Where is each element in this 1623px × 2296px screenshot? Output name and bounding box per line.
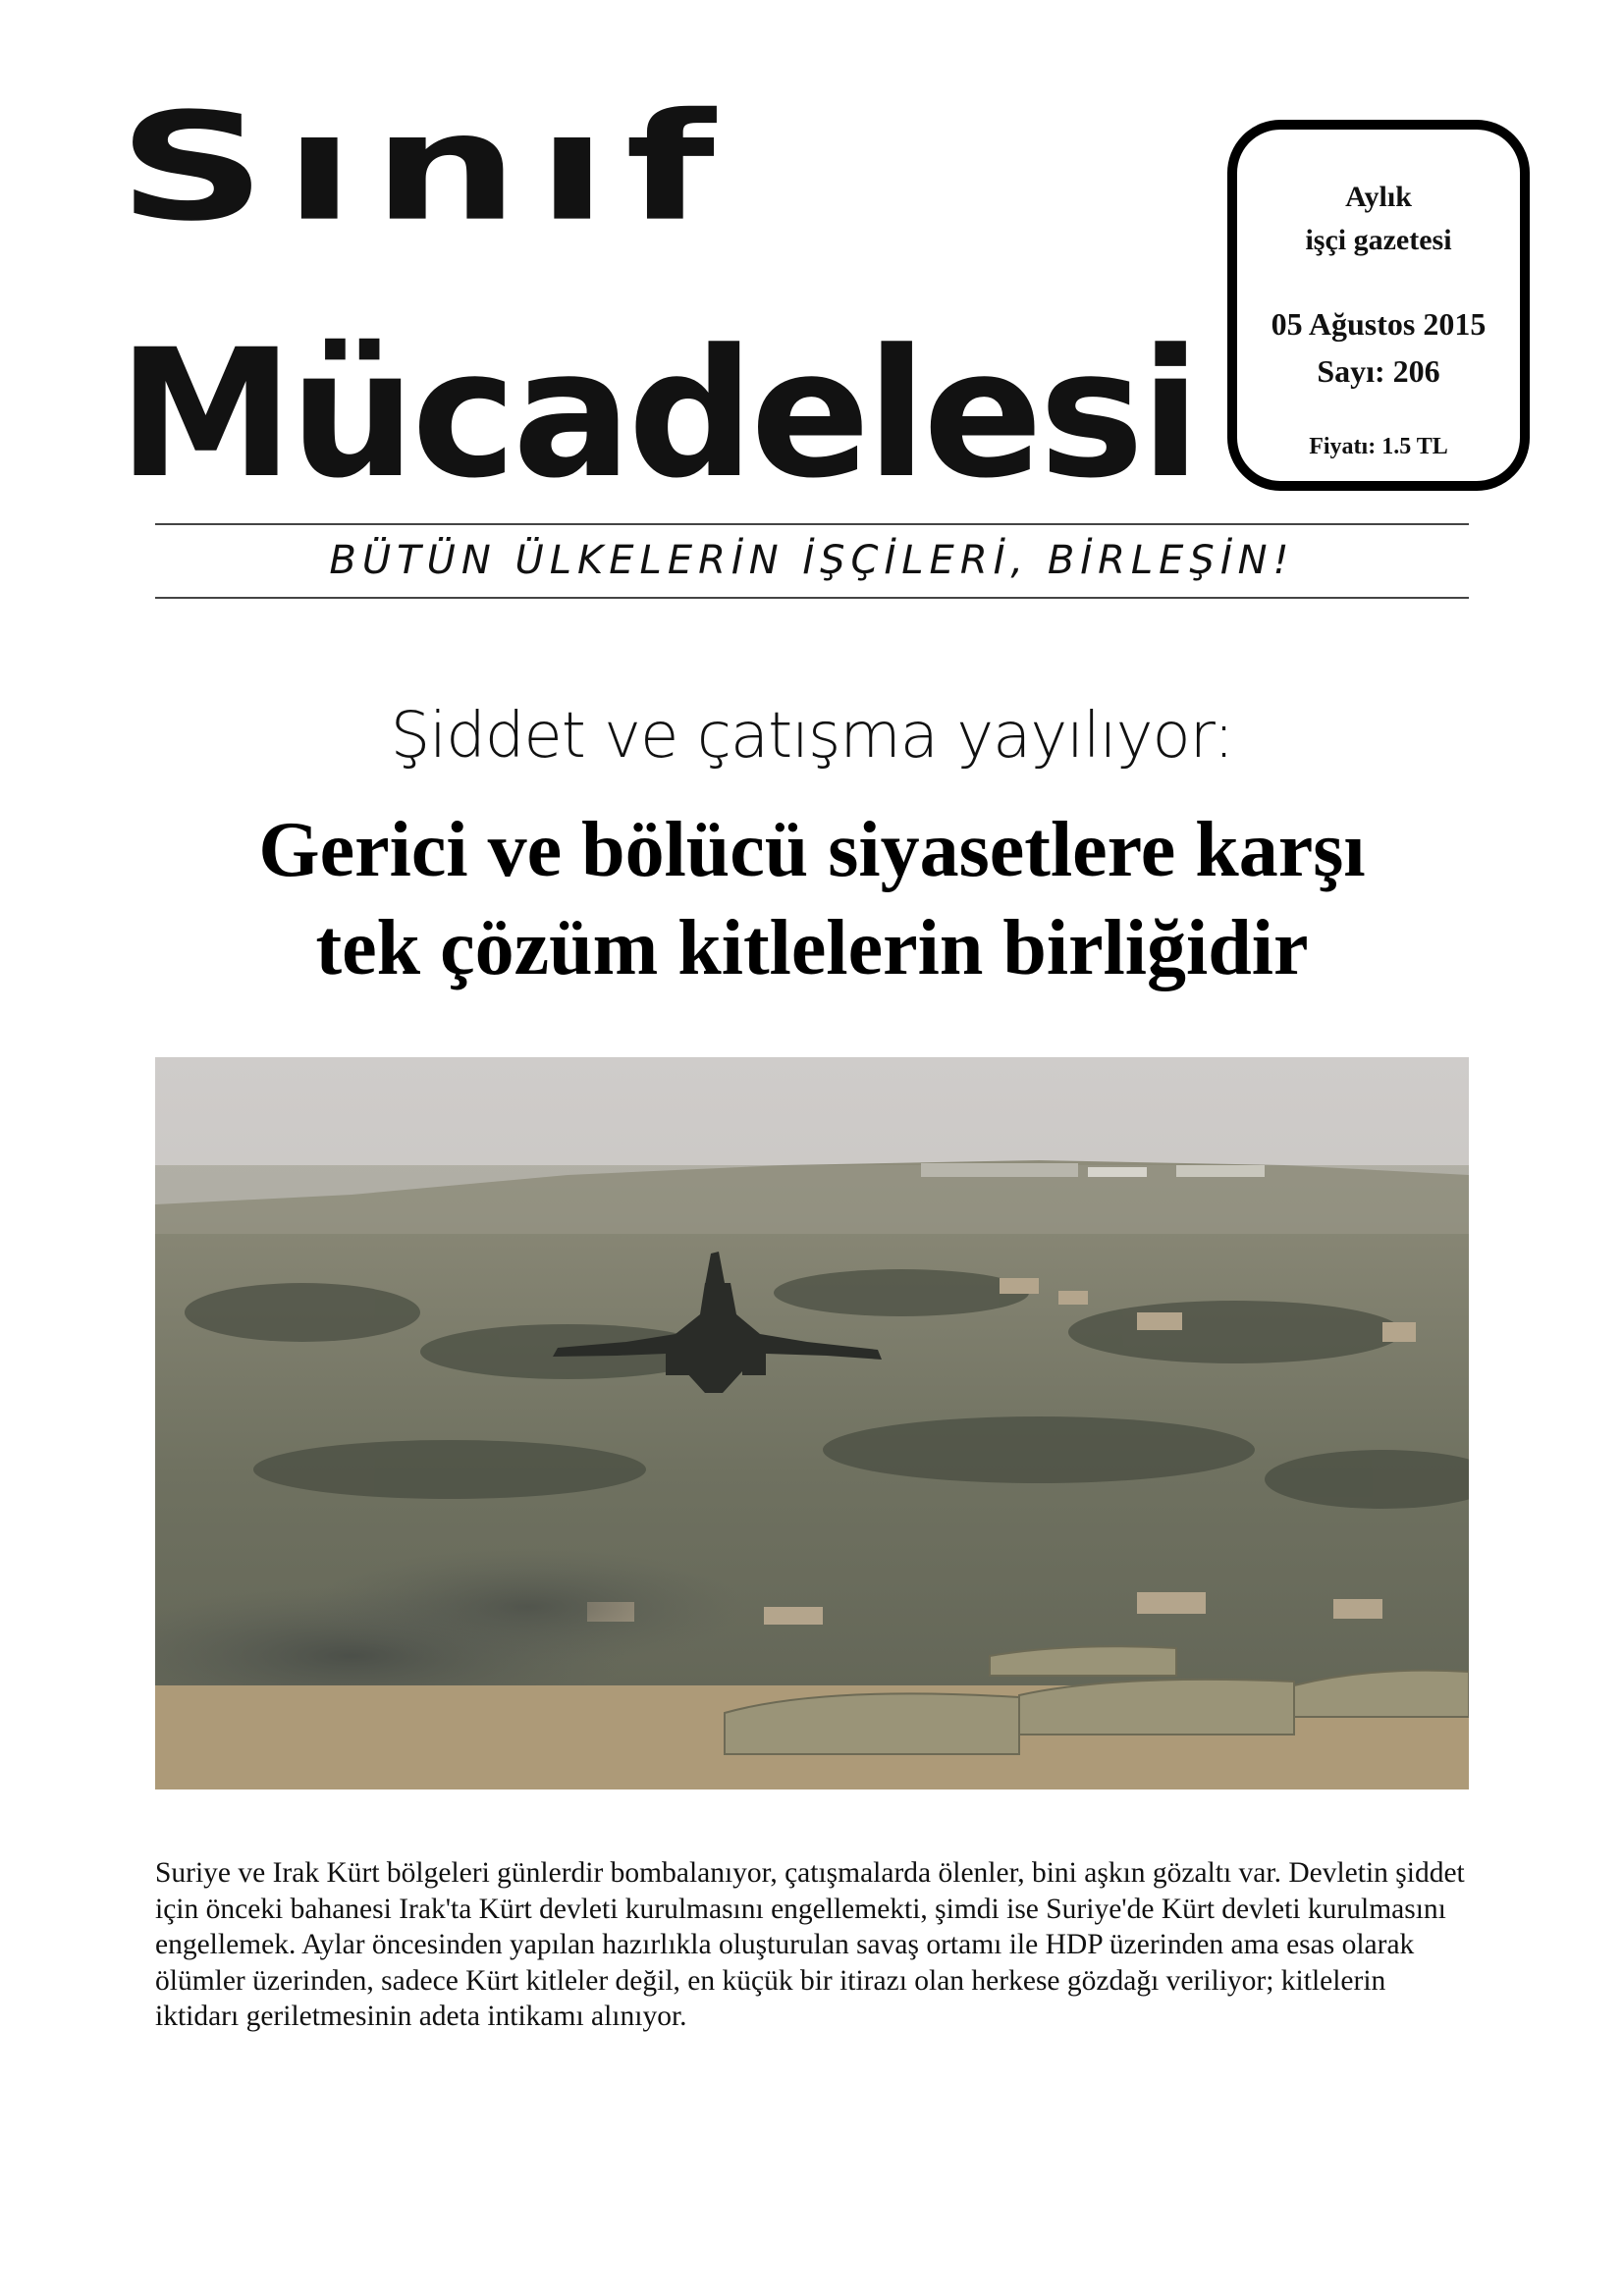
headline-kicker: Şiddet ve çatışma yayılıyor: — [390, 700, 1234, 773]
slogan-bottom-rule — [155, 597, 1469, 599]
smoke-plume — [312, 1548, 744, 1666]
frequency-label: Aylık — [1345, 181, 1412, 213]
distant-building — [1088, 1167, 1147, 1177]
masthead-title-mucadelesi: Mücadelesi — [118, 312, 1197, 517]
price-label: Fiyatı: 1.5 TL — [1309, 434, 1448, 459]
headline-main-line-1: Gerici ve bölücü siyasetlere karşı — [258, 807, 1366, 893]
masthead-title-sinif: Sınıf — [118, 80, 733, 254]
paper-type-label: işçi gazetesi — [1305, 224, 1452, 256]
slogan-top-rule — [155, 523, 1469, 525]
distant-plain — [155, 1165, 1469, 1234]
slogan: BÜTÜN ÜLKELERİN İŞÇİLERİ, BİRLEŞİN! — [329, 538, 1295, 583]
distant-building — [1176, 1165, 1265, 1177]
headline-main-line-2: tek çözüm kitlelerin birliğidir — [315, 905, 1309, 991]
issue-date: 05 Ağustos 2015 — [1271, 306, 1487, 342]
article-paragraph: Suriye ve Irak Kürt bölgeleri günlerdir bombalanıyor, çatışmalarda ölenler, bini aşkın gözaltı var. Devletin şiddet için önceki bahanesi Irak'ta Kürt devleti kurulmasını engellemekti, şimdi ise Suriye'de Kürt devleti kurulmasını engellemek. Aylar öncesinden yapılan hazırlıkla oluşturulan savaş ortamı ile HDP üzerinden ama esas olarak ölümler üzerinden, sadece Kürt kitleler değil, en küçük bir itirazı olan herkese gözdağı veriliyor; kitlelerin iktidarı geriletmesinin adeta intikamı alınıyor. — [155, 1857, 1465, 2032]
issue-info-box — [1227, 120, 1530, 491]
distant-building — [921, 1163, 1078, 1177]
issue-number: Sayı: 206 — [1317, 353, 1440, 389]
fighter-jet-takeoff-photo — [155, 1057, 1469, 1789]
headline-main — [155, 801, 1469, 997]
